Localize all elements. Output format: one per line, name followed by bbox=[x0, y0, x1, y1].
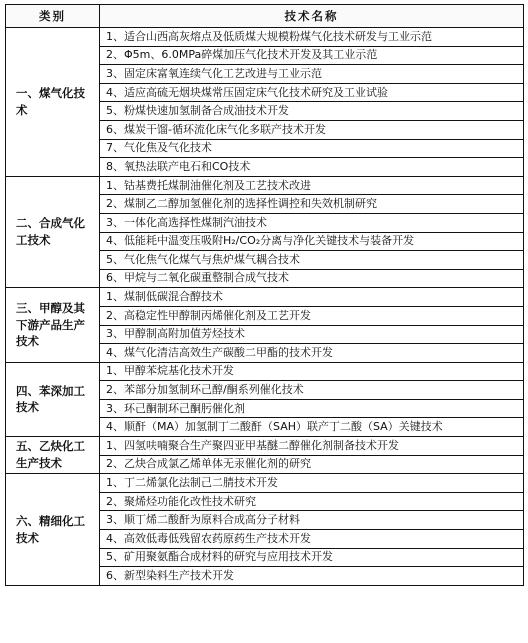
header-category: 类别 bbox=[6, 5, 100, 28]
technology-item: 2、Φ5m、6.0MPa碎煤加压气化技术开发及其工业示范 bbox=[100, 46, 524, 65]
technology-item: 6、煤炭干馏-循环流化床气化多联产技术开发 bbox=[100, 120, 524, 139]
table-row bbox=[6, 28, 524, 47]
technology-item: 1、钴基费托煤制油催化剂及工艺技术改进 bbox=[100, 176, 524, 195]
technology-item: 3、固定床富氧连续气化工艺改进与工业示范 bbox=[100, 65, 524, 84]
category-cell: 一、煤气化技术 bbox=[6, 28, 100, 177]
table-row bbox=[6, 362, 524, 381]
technology-item: 2、煤制乙二醇加氢催化剂的选择性调控和失效机制研究 bbox=[100, 195, 524, 214]
table-row bbox=[6, 474, 524, 493]
technology-item: 1、适合山西高灰熔点及低质煤大规模粉煤气化技术研发与工业示范 bbox=[100, 28, 524, 47]
technology-item: 4、适应高硫无烟块煤常压固定床气化技术研究及工业试验 bbox=[100, 83, 524, 102]
technology-item: 5、气化焦气化煤气与焦炉煤气耦合技术 bbox=[100, 251, 524, 270]
technology-item: 3、环己酮制环己酮肟催化剂 bbox=[100, 399, 524, 418]
technology-item: 4、顺酐（MA）加氢制丁二酸酐（SAH）联产丁二酸（SA）关键技术 bbox=[100, 418, 524, 437]
technology-item: 1、煤制低碳混合醇技术 bbox=[100, 288, 524, 307]
technology-item: 4、高效低毒低残留农药原药生产技术开发 bbox=[100, 530, 524, 549]
category-cell: 三、甲醇及其下游产品生产技术 bbox=[6, 288, 100, 362]
technology-item: 5、矿用聚氨酯合成材料的研究与应用技术开发 bbox=[100, 548, 524, 567]
table-body bbox=[6, 28, 524, 586]
category-cell: 六、精细化工技术 bbox=[6, 474, 100, 586]
technology-item: 1、丁二烯氯化法制己二腈技术开发 bbox=[100, 474, 524, 493]
technology-item: 4、煤气化清洁高效生产碳酸二甲酯的技术开发 bbox=[100, 344, 524, 363]
technology-item: 3、顺丁烯二酸酐为原料合成高分子材料 bbox=[100, 511, 524, 530]
table-row bbox=[6, 176, 524, 195]
technology-item: 4、低能耗中温变压吸附H₂/CO₂分离与净化关键技术与装备开发 bbox=[100, 232, 524, 251]
category-cell: 二、合成气化工技术 bbox=[6, 176, 100, 288]
technology-item: 2、苯部分加氢制环己醇/酮系列催化技术 bbox=[100, 381, 524, 400]
technology-item: 6、甲烷与二氧化碳重整制合成气技术 bbox=[100, 269, 524, 288]
table-row bbox=[6, 288, 524, 307]
technology-item: 1、四氢呋喃聚合生产聚四亚甲基醚二醇催化剂制备技术开发 bbox=[100, 437, 524, 456]
table-header-row bbox=[6, 5, 524, 28]
technology-item: 1、甲醇苯烷基化技术开发 bbox=[100, 362, 524, 381]
technology-item: 3、甲醇制高附加值芳烃技术 bbox=[100, 325, 524, 344]
header-tech-name: 技术名称 bbox=[100, 5, 524, 28]
technology-item: 8、氧热法联产电石和CO技术 bbox=[100, 158, 524, 177]
technology-table bbox=[5, 4, 524, 586]
technology-item: 5、粉煤快速加氢制备合成油技术开发 bbox=[100, 102, 524, 121]
table-row bbox=[6, 437, 524, 456]
technology-item: 2、乙炔合成氯乙烯单体无汞催化剂的研究 bbox=[100, 455, 524, 474]
technology-item: 2、聚烯烃功能化改性技术研究 bbox=[100, 492, 524, 511]
category-cell: 四、苯深加工技术 bbox=[6, 362, 100, 436]
technology-item: 7、气化焦及气化技术 bbox=[100, 139, 524, 158]
category-cell: 五、乙炔化工生产技术 bbox=[6, 437, 100, 474]
technology-item: 2、高稳定性甲醇制丙烯催化剂及工艺开发 bbox=[100, 306, 524, 325]
technology-item: 3、一体化高选择性煤制汽油技术 bbox=[100, 213, 524, 232]
technology-item: 6、新型染料生产技术开发 bbox=[100, 567, 524, 586]
